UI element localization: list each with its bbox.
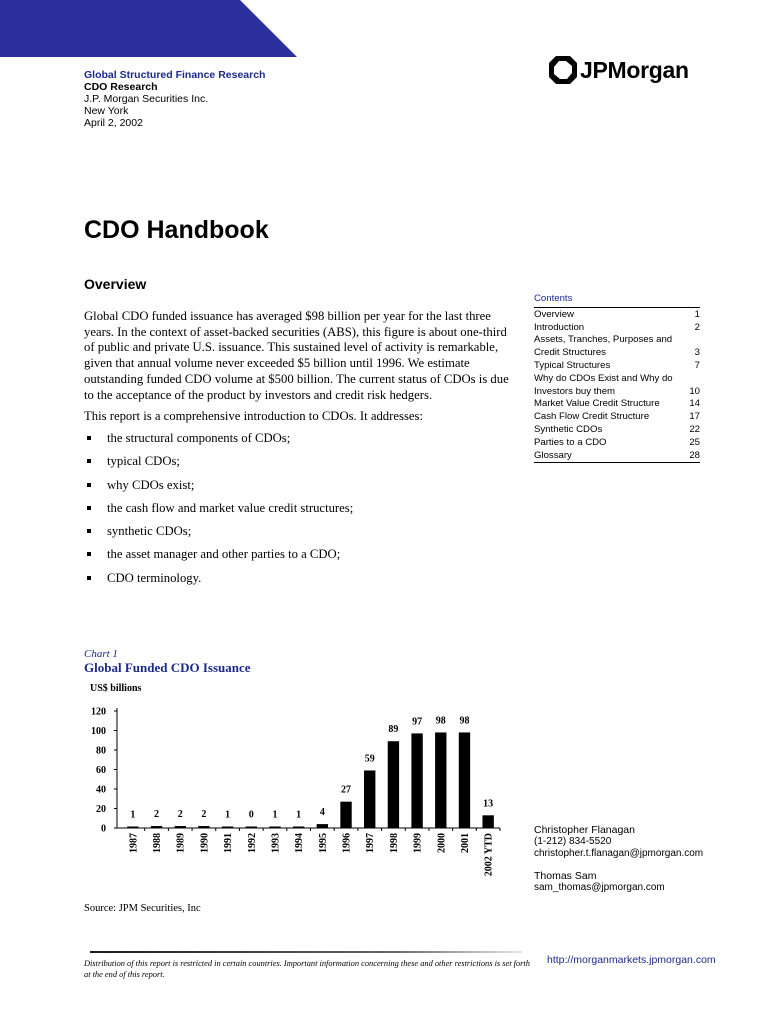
footer-rule bbox=[90, 951, 522, 954]
contents-item-page: 14 bbox=[689, 398, 700, 410]
bar bbox=[151, 826, 162, 828]
data-label: 2 bbox=[177, 809, 183, 821]
contents-item-page: 2 bbox=[694, 321, 700, 333]
bar bbox=[127, 827, 138, 829]
y-tick-label: 0 bbox=[101, 823, 106, 835]
chart-source: Source: JPM Securities, Inc bbox=[84, 903, 201, 914]
contents-item-synthetic-cdos[interactable] bbox=[534, 424, 700, 437]
author-phone: (1-212) 834-5520 bbox=[534, 836, 612, 847]
bar bbox=[459, 732, 470, 828]
author-email[interactable]: christopher.t.flanagan@jpmorgan.com bbox=[534, 848, 704, 859]
header-banner bbox=[0, 0, 300, 57]
contents-box bbox=[534, 293, 700, 463]
data-label: 13 bbox=[483, 798, 494, 810]
list-item-text: the structural components of CDOs; bbox=[107, 430, 291, 445]
data-label: 1 bbox=[272, 809, 278, 821]
contents-item-label: Glossary bbox=[534, 449, 572, 461]
logo-wordmark: JPMorgan bbox=[580, 56, 689, 83]
jpmorgan-octagon-icon bbox=[548, 55, 578, 85]
bullet-icon bbox=[87, 459, 91, 463]
contents-item-page: 7 bbox=[694, 359, 700, 371]
bar bbox=[269, 827, 280, 829]
contents-item-introduction[interactable] bbox=[534, 322, 700, 335]
author-name: Christopher Flanagan bbox=[534, 824, 635, 836]
bar bbox=[340, 802, 351, 828]
data-label: 27 bbox=[341, 784, 352, 796]
data-label: 98 bbox=[435, 715, 446, 727]
contents-item-label: Introduction bbox=[534, 321, 585, 333]
contents-item-page: 1 bbox=[694, 308, 700, 320]
bullet-icon bbox=[87, 436, 91, 440]
list-item bbox=[84, 431, 520, 454]
research-group: Global Structured Finance Research bbox=[84, 69, 266, 81]
list-item bbox=[84, 547, 520, 570]
data-label: 0 bbox=[248, 809, 254, 821]
list-item-text: the asset manager and other parties to a CDO; bbox=[107, 547, 341, 562]
overview-paragraph-1: Global CDO funded issuance has averaged $98 billion per year for the last three years. In the context of asset-backed securities (ABS), this figure is about one-third of public and private U.S. issuance. This sustained level of activity is remarkable, given that annual volume never exceeded $5 billion until 1996. We estimate outstanding funded CDO volume at $500 billion. The current status of CDOs is due to the acceptance of the product by investors and credit risk hedgers. bbox=[84, 309, 509, 402]
contents-item-assets-tranches[interactable] bbox=[534, 334, 700, 360]
bullet-icon bbox=[87, 506, 91, 510]
x-tick-label: 1998 bbox=[388, 833, 400, 853]
data-label: 4 bbox=[319, 807, 325, 819]
contents-item-page: 3 bbox=[694, 347, 700, 359]
y-tick-label: 120 bbox=[91, 706, 106, 718]
data-label: 1 bbox=[225, 809, 231, 821]
contents-item-cash-flow[interactable] bbox=[534, 411, 700, 424]
y-tick-label: 40 bbox=[96, 784, 106, 796]
bar bbox=[364, 770, 375, 828]
bar bbox=[293, 827, 304, 829]
banner-shape bbox=[0, 0, 297, 57]
bar bbox=[317, 824, 328, 828]
x-tick-label: 2001 bbox=[459, 833, 471, 853]
data-label: 1 bbox=[130, 809, 136, 821]
chart-caption: Chart 1 bbox=[84, 648, 118, 660]
x-tick-label: 1992 bbox=[246, 833, 258, 853]
contents-item-page: 10 bbox=[689, 385, 700, 397]
contents-item-why-cdos-exist[interactable] bbox=[534, 373, 700, 399]
chart-title: Global Funded CDO Issuance bbox=[84, 660, 251, 675]
bar bbox=[435, 732, 446, 828]
y-tick-label: 100 bbox=[91, 726, 106, 737]
overview-paragraph-2: This report is a comprehensive introduction to CDOs. It addresses: bbox=[84, 409, 423, 424]
chart-y-unit-label: US$ billions bbox=[90, 683, 142, 694]
list-item bbox=[84, 454, 520, 477]
bar bbox=[246, 827, 257, 829]
data-label: 1 bbox=[296, 809, 302, 821]
research-unit: CDO Research bbox=[84, 81, 158, 93]
bar bbox=[388, 741, 399, 828]
contents-item-label: Assets, Tranches, Purposes and Credit Structures bbox=[534, 334, 673, 359]
bar bbox=[198, 826, 209, 828]
firm-name: J.P. Morgan Securities Inc. bbox=[84, 93, 209, 105]
y-tick-label: 60 bbox=[96, 765, 106, 776]
author-name: Thomas Sam bbox=[534, 870, 597, 882]
x-tick-label: 1995 bbox=[317, 833, 329, 853]
morganmarkets-link[interactable]: http://morganmarkets.jpmorgan.com bbox=[547, 954, 716, 966]
data-label: 59 bbox=[364, 753, 375, 765]
contents-item-page: 25 bbox=[689, 436, 700, 448]
contents-item-typical-structures[interactable] bbox=[534, 360, 700, 373]
contents-item-glossary[interactable] bbox=[534, 450, 700, 463]
x-tick-label: 1999 bbox=[412, 833, 424, 853]
x-tick-label: 1994 bbox=[294, 833, 306, 853]
bullet-icon bbox=[87, 483, 91, 487]
bar bbox=[222, 827, 233, 829]
location: New York bbox=[84, 105, 129, 117]
contents-item-market-value[interactable] bbox=[534, 398, 700, 411]
bar bbox=[482, 815, 493, 828]
y-tick-label: 80 bbox=[96, 745, 106, 757]
bullet-icon bbox=[87, 576, 91, 580]
contents-item-label: Cash Flow Credit Structure bbox=[534, 411, 650, 423]
distribution-disclaimer: Distribution of this report is restricted in certain countries. Important information concerning these and other restrictions is set forth at the end of this report. bbox=[84, 959, 530, 979]
topics-list bbox=[84, 431, 520, 594]
bullet-icon bbox=[87, 529, 91, 533]
list-item-text: CDO terminology. bbox=[107, 570, 202, 585]
report-date: April 2, 2002 bbox=[84, 117, 143, 129]
section-title: Overview bbox=[84, 276, 147, 292]
x-tick-label: 1987 bbox=[128, 833, 140, 853]
x-tick-label: 1996 bbox=[341, 833, 353, 853]
contents-item-label: Synthetic CDOs bbox=[534, 423, 603, 435]
contents-item-label: Parties to a CDO bbox=[534, 436, 607, 448]
x-tick-label: 2000 bbox=[436, 833, 448, 853]
contents-item-label: Why do CDOs Exist and Why do Investors buy them bbox=[534, 372, 673, 397]
report-header bbox=[84, 69, 265, 129]
author-contacts bbox=[534, 824, 703, 894]
list-item bbox=[84, 571, 520, 594]
x-tick-label: 1991 bbox=[223, 833, 235, 853]
x-tick-label: 2002 YTD bbox=[483, 833, 495, 877]
contents-item-overview[interactable] bbox=[534, 309, 700, 322]
contents-item-parties[interactable] bbox=[534, 437, 700, 450]
x-tick-label: 1993 bbox=[270, 833, 282, 853]
contents-item-label: Market Value Credit Structure bbox=[534, 398, 660, 410]
contents-item-page: 22 bbox=[689, 423, 700, 435]
overview-body bbox=[84, 309, 520, 594]
contents-item-label: Typical Structures bbox=[534, 359, 611, 371]
list-item bbox=[84, 478, 520, 501]
x-tick-label: 1997 bbox=[365, 833, 377, 853]
author-email[interactable]: sam_thomas@jpmorgan.com bbox=[534, 882, 665, 893]
jpmorgan-logo bbox=[548, 48, 689, 92]
list-item-text: typical CDOs; bbox=[107, 454, 180, 469]
issuance-bar-chart bbox=[80, 700, 520, 890]
contents-item-label: Overview bbox=[534, 308, 574, 320]
data-label: 89 bbox=[388, 724, 399, 736]
bar bbox=[175, 826, 186, 828]
contents-list bbox=[534, 309, 700, 464]
list-item-text: why CDOs exist; bbox=[107, 477, 195, 492]
y-tick-label: 20 bbox=[96, 804, 106, 815]
data-label: 98 bbox=[459, 715, 470, 727]
list-item bbox=[84, 501, 520, 524]
contents-item-page: 28 bbox=[689, 449, 700, 461]
x-tick-label: 1990 bbox=[199, 833, 211, 853]
data-label: 2 bbox=[201, 809, 207, 821]
contents-title: Contents bbox=[534, 293, 700, 308]
data-label: 2 bbox=[154, 809, 160, 821]
list-item-text: the cash flow and market value credit structures; bbox=[107, 500, 354, 515]
bar bbox=[411, 733, 422, 828]
list-item-text: synthetic CDOs; bbox=[107, 524, 192, 539]
list-item bbox=[84, 524, 520, 547]
data-label: 97 bbox=[412, 716, 423, 728]
document-title: CDO Handbook bbox=[84, 216, 269, 244]
x-tick-label: 1989 bbox=[175, 833, 187, 853]
bullet-icon bbox=[87, 552, 91, 556]
contents-item-page: 17 bbox=[689, 411, 700, 423]
x-tick-label: 1988 bbox=[152, 833, 164, 853]
